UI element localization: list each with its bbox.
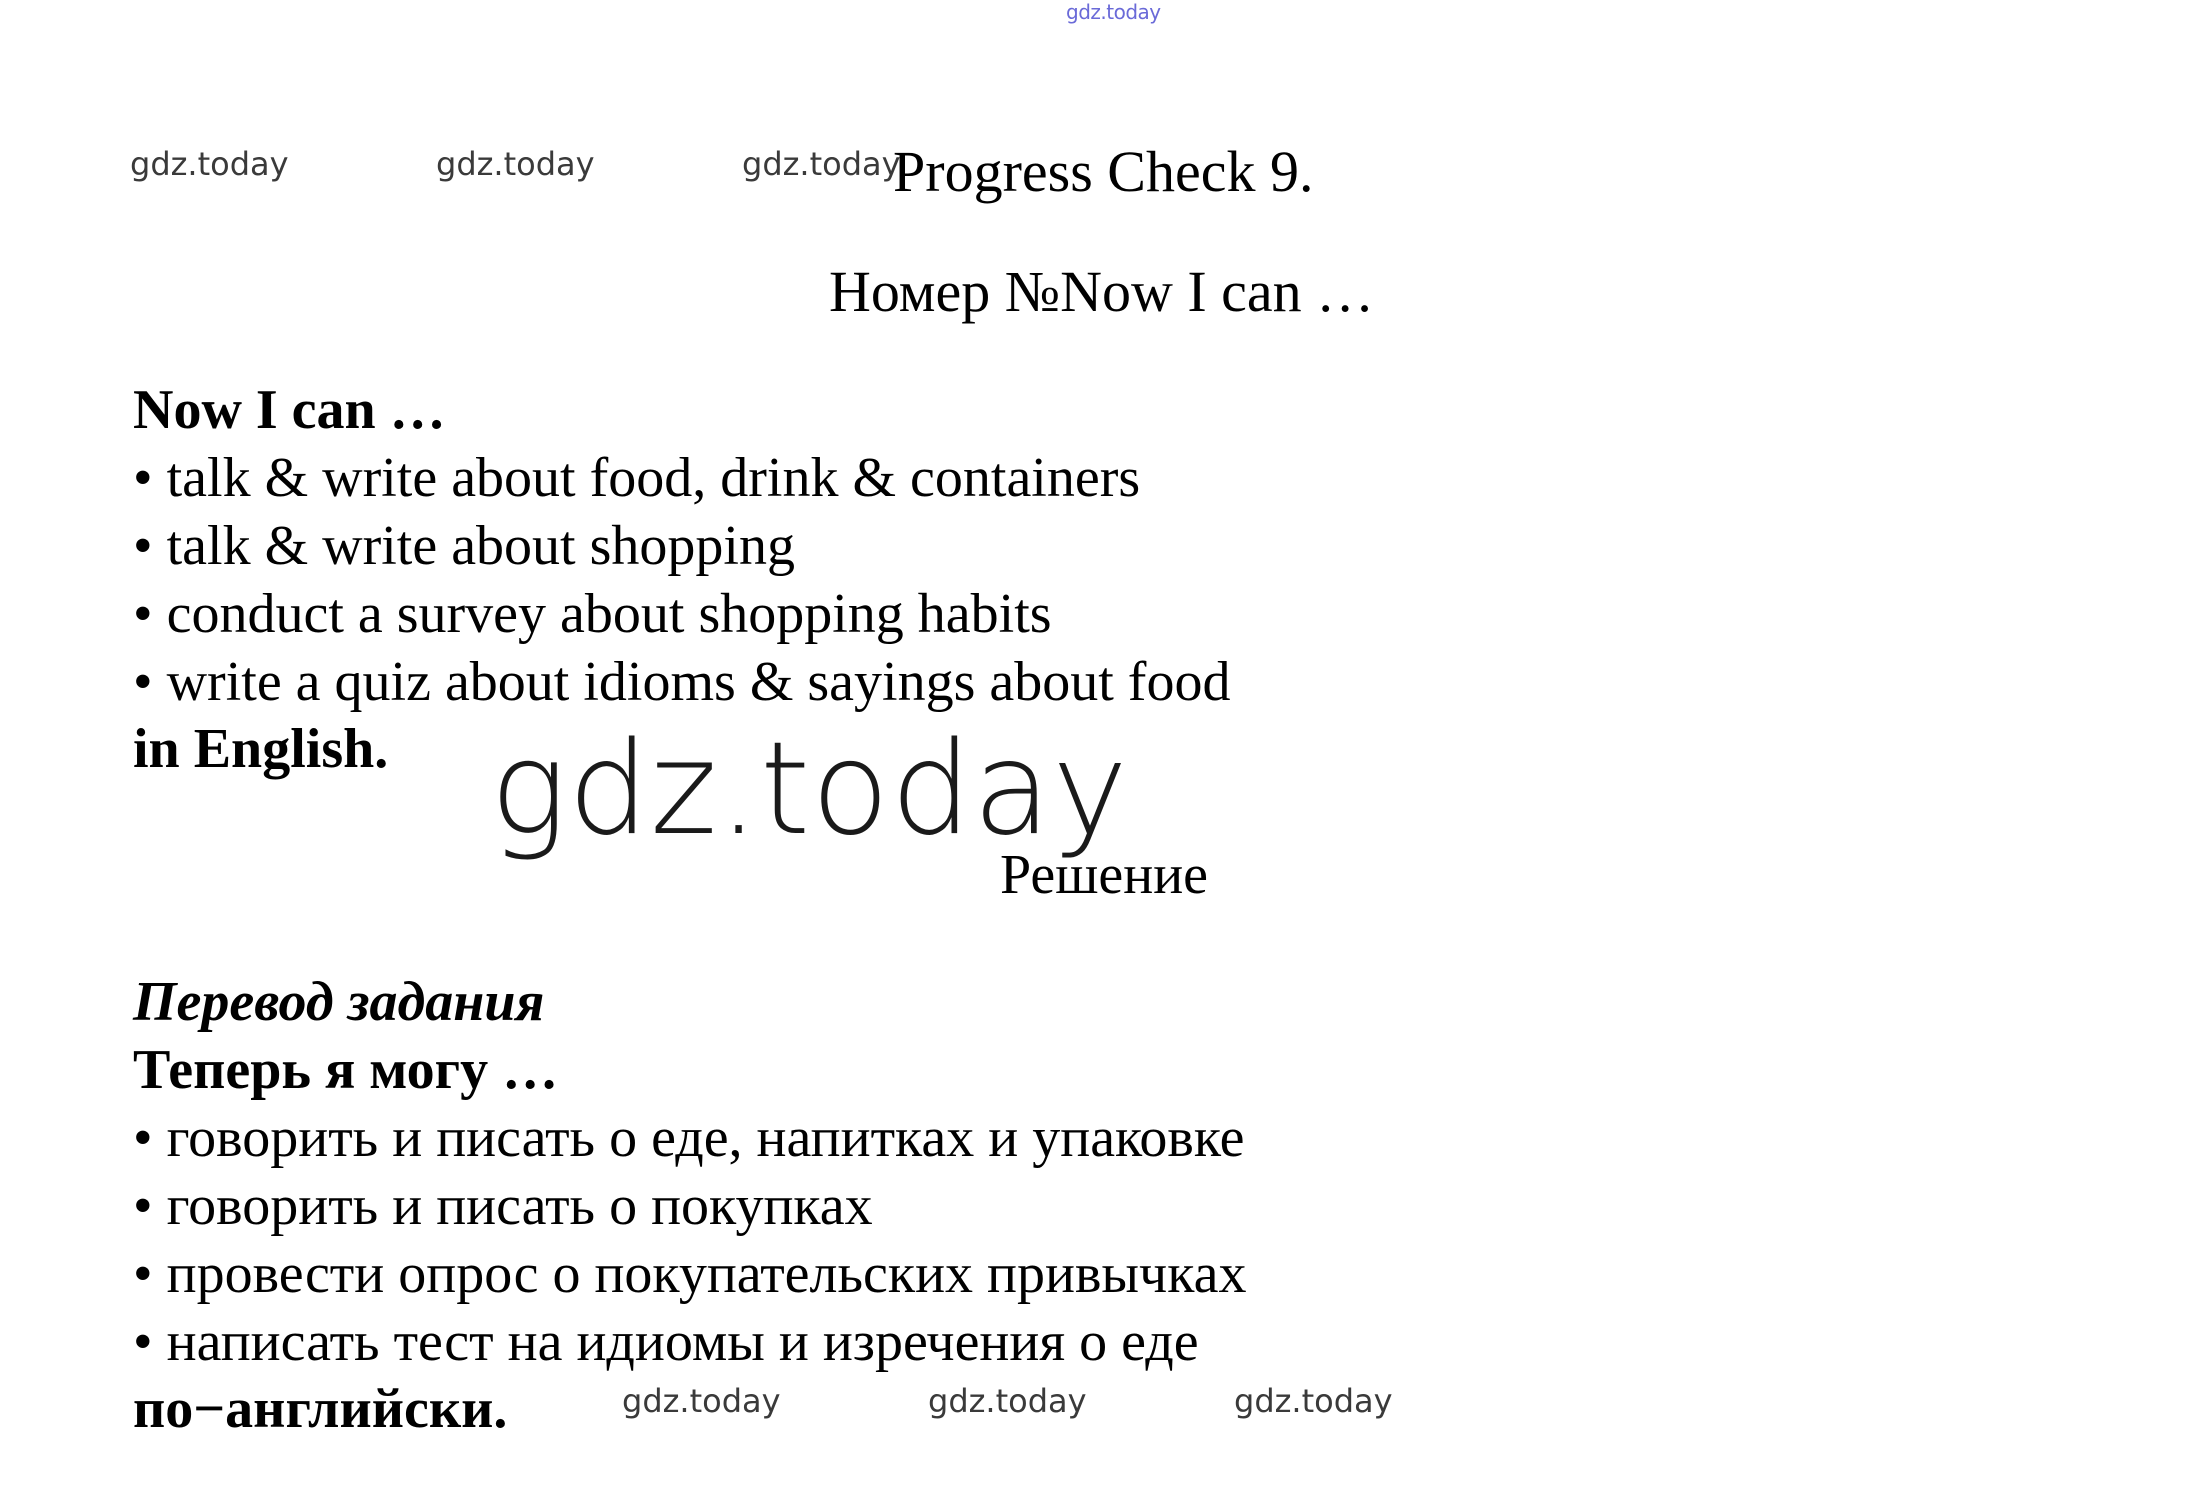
watermark-1: gdz.today bbox=[130, 145, 289, 183]
english-item: • conduct a survey about shopping habits bbox=[133, 583, 1052, 645]
english-heading: Now I can … bbox=[133, 379, 446, 441]
watermark-large: gdz.today bbox=[490, 715, 1129, 864]
english-item: • talk & write about shopping bbox=[133, 515, 795, 577]
page-title: Progress Check 9. bbox=[893, 139, 1314, 204]
watermark-top: gdz.today bbox=[1066, 0, 1161, 24]
translation-label: Перевод задания bbox=[133, 971, 545, 1033]
translation-item: • говорить и писать о покупках bbox=[133, 1175, 873, 1237]
translation-footer: по−английски. bbox=[133, 1378, 508, 1440]
english-item: • talk & write about food, drink & containers bbox=[133, 447, 1141, 509]
translation-item: • провести опрос о покупательских привычках bbox=[133, 1243, 1247, 1305]
english-item: • write a quiz about idioms & sayings about food bbox=[133, 651, 1231, 713]
watermark-2: gdz.today bbox=[436, 145, 595, 183]
translation-heading: Теперь я могу … bbox=[133, 1039, 559, 1101]
translation-item: • написать тест на идиомы и изречения о еде bbox=[133, 1311, 1199, 1373]
translation-item: • говорить и писать о еде, напитках и упаковке bbox=[133, 1107, 1245, 1169]
watermark-4: gdz.today bbox=[622, 1382, 781, 1420]
solution-label: Решение bbox=[1000, 844, 1209, 906]
english-footer: in English. bbox=[133, 718, 389, 780]
watermark-6: gdz.today bbox=[1234, 1382, 1393, 1420]
watermark-5: gdz.today bbox=[928, 1382, 1087, 1420]
task-number: Номер №Now I can … bbox=[829, 259, 1375, 324]
watermark-3: gdz.today bbox=[742, 145, 901, 183]
